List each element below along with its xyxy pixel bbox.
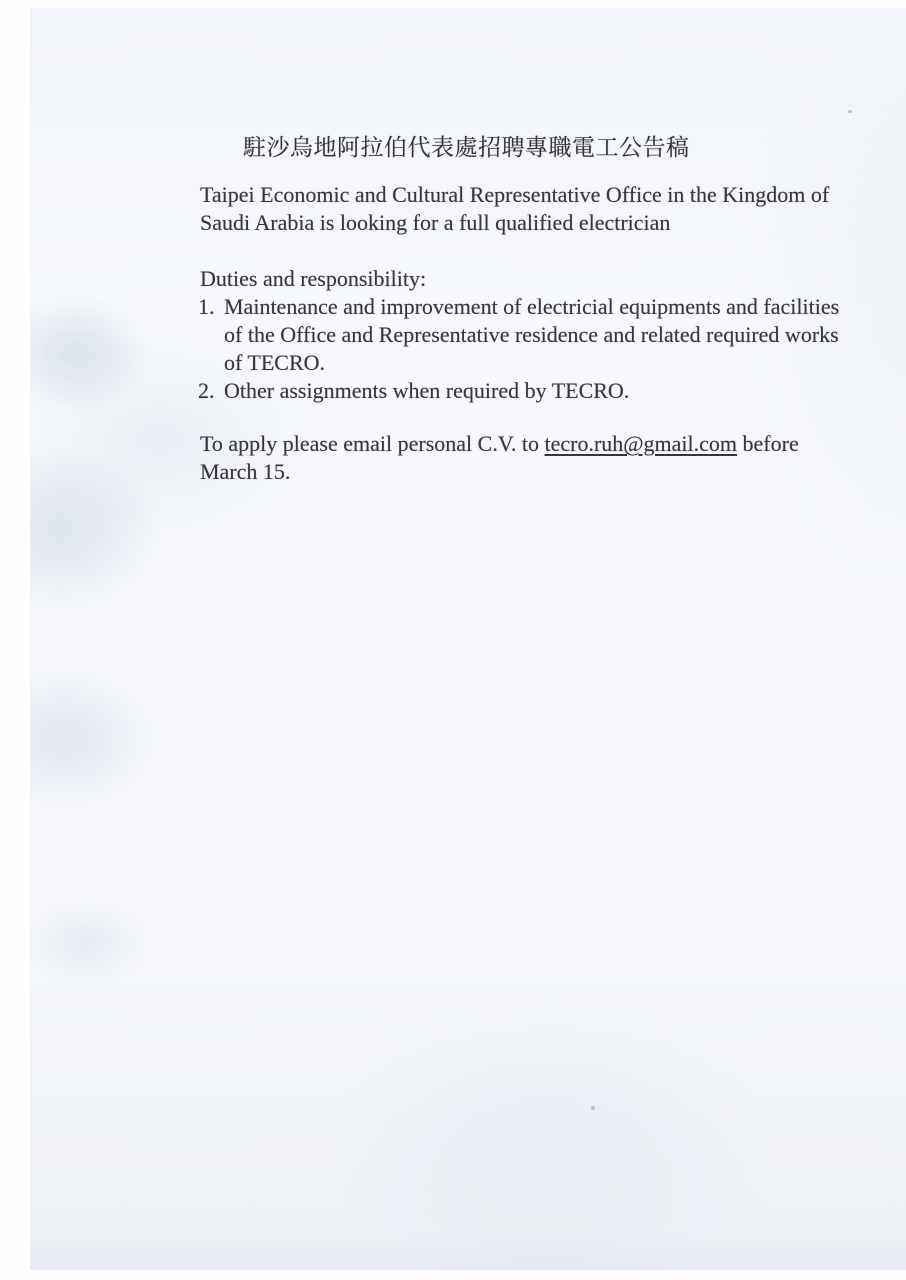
scan-speck — [591, 1106, 595, 1110]
intro-line-1: Taipei Economic and Cultural Representative Office in the Kingdom of — [200, 182, 830, 207]
document-body — [200, 133, 840, 486]
intro-line-2: Saudi Arabia is looking for a full qualified electrician — [200, 210, 671, 235]
list-item-number: 2. — [198, 378, 215, 403]
list-item-text-line: of TECRO. — [224, 350, 326, 375]
email-address: tecro.ruh@gmail.com — [544, 431, 738, 456]
list-item-number: 1. — [198, 294, 215, 319]
duties-heading: Duties and responsibility: — [200, 266, 427, 291]
page-title: 駐沙烏地阿拉伯代表處招聘專職電工公告稿 — [243, 135, 690, 160]
duties-list — [200, 293, 840, 405]
list-item-text-line: Maintenance and improvement of electricial equipments and facilities — [224, 294, 840, 319]
list-item — [200, 293, 840, 377]
scanned-page — [30, 8, 906, 1270]
list-item-text-line: Other assignments when required by TECRO. — [224, 378, 630, 403]
scan-speck — [848, 110, 852, 113]
apply-deadline: March 15. — [200, 459, 291, 484]
apply-text-before-email: To apply please email personal C.V. to — [200, 431, 545, 456]
intro-paragraph — [200, 181, 840, 237]
apply-text-after-email: before — [737, 431, 799, 456]
apply-paragraph — [200, 430, 840, 486]
list-item — [200, 377, 840, 405]
list-item-text-line: of the Office and Representative residence and related required works — [224, 322, 839, 347]
